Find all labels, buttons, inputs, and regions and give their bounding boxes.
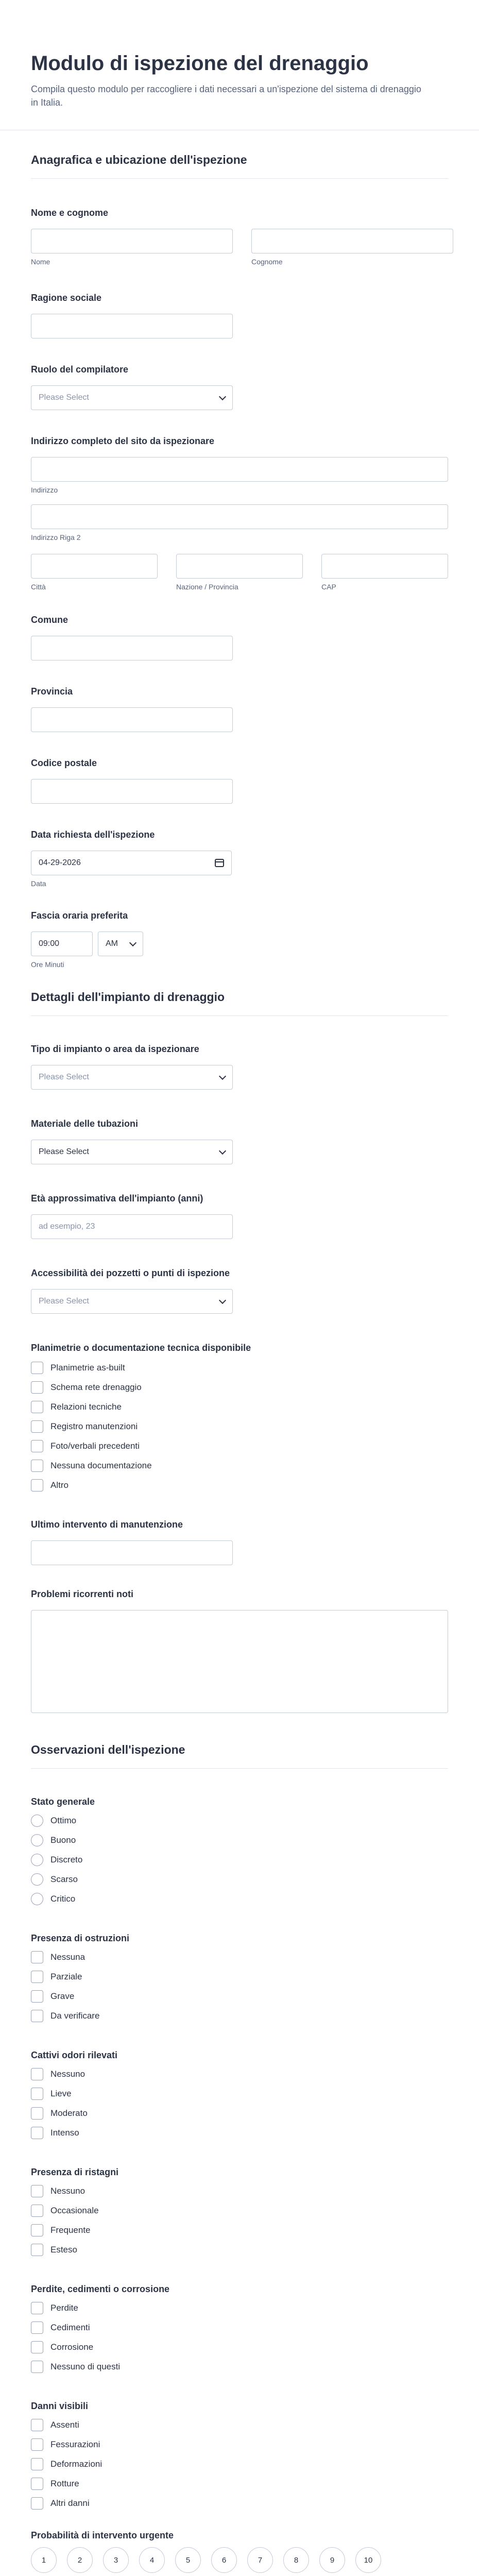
odor-options xyxy=(31,2068,448,2139)
state-option[interactable] xyxy=(31,1854,448,1866)
age-placeholder: ad esempio, 23 xyxy=(39,1222,95,1231)
checkbox[interactable] xyxy=(31,1460,43,1472)
damage-field xyxy=(31,2401,448,2510)
problems-field xyxy=(31,1589,448,1713)
state-options xyxy=(31,1815,448,1905)
time-value: 09:00 xyxy=(39,939,60,948)
option-label: Nessuno xyxy=(50,2186,85,2196)
postal-code-input[interactable] xyxy=(31,779,233,804)
option-label: Discreto xyxy=(50,1855,83,1865)
option-label: Esteso xyxy=(50,2245,77,2255)
option-label: Lieve xyxy=(50,2089,72,2099)
option-label: Nessuno di questi xyxy=(50,2362,121,2372)
time-sublabel: Ore Minuti xyxy=(31,960,64,969)
scale-option[interactable]: 3 xyxy=(103,2547,129,2573)
comune-input[interactable] xyxy=(31,636,233,660)
last-maintenance-field xyxy=(31,1519,448,1565)
time-input[interactable] xyxy=(31,931,93,956)
option-label: Grave xyxy=(50,1991,75,2002)
radio[interactable] xyxy=(31,1815,43,1827)
section-title: Dettagli dell'impianto di drenaggio xyxy=(31,990,448,1016)
date-label: Data richiesta dell'ispezione xyxy=(31,829,155,840)
scale-option[interactable]: 6 xyxy=(211,2547,237,2573)
damage-option[interactable] xyxy=(31,2458,448,2470)
scale-option[interactable]: 1 xyxy=(31,2547,57,2573)
docs-options xyxy=(31,1362,448,1492)
checkbox[interactable] xyxy=(31,2438,43,2451)
obstruction-label: Presenza di ostruzioni xyxy=(31,1933,130,1944)
state-option[interactable] xyxy=(31,1893,448,1905)
option-label: Foto/verbali precedenti xyxy=(50,1441,140,1451)
option-label: Occasionale xyxy=(50,2206,99,2216)
damage-option[interactable] xyxy=(31,2438,448,2451)
checkbox[interactable] xyxy=(31,2419,43,2431)
company-label: Ragione sociale xyxy=(31,293,102,303)
role-label: Ruolo del compilatore xyxy=(31,364,129,375)
odor-option[interactable] xyxy=(31,2107,448,2120)
option-label: Perdite xyxy=(50,2303,78,2313)
time-field xyxy=(31,910,448,969)
odor-label: Cattivi odori rilevati xyxy=(31,2050,118,2061)
section-impianto xyxy=(31,990,448,1713)
scale-option[interactable]: 4 xyxy=(139,2547,165,2573)
obstruction-options xyxy=(31,1951,448,2022)
problems-textarea[interactable] xyxy=(31,1610,448,1713)
age-field xyxy=(31,1193,448,1239)
chevron-down-icon xyxy=(219,393,226,400)
first-name-sublabel: Nome xyxy=(31,258,50,266)
region-input[interactable] xyxy=(176,554,303,579)
option-label: Schema rete drenaggio xyxy=(50,1382,142,1393)
obstruction-option[interactable] xyxy=(31,1971,448,1983)
checkbox[interactable] xyxy=(31,2341,43,2353)
checkbox[interactable] xyxy=(31,2185,43,2197)
access-field xyxy=(31,1268,448,1314)
option-label: Cedimenti xyxy=(50,2323,90,2333)
stagnation-field xyxy=(31,2167,448,2256)
docs-field xyxy=(31,1343,448,1492)
urgency-field xyxy=(31,2530,448,2576)
urgency-scale xyxy=(31,2547,448,2573)
option-label: Fessurazioni xyxy=(50,2439,100,2450)
age-label: Età approssimativa dell'impianto (anni) xyxy=(31,1193,203,1204)
scale-option[interactable]: 10 xyxy=(355,2547,381,2573)
docs-label: Planimetrie o documentazione tecnica disponibile xyxy=(31,1343,251,1353)
checkbox[interactable] xyxy=(31,2068,43,2080)
stagnation-option[interactable] xyxy=(31,2224,448,2236)
docs-option[interactable] xyxy=(31,1440,448,1452)
radio[interactable] xyxy=(31,1854,43,1866)
odor-option[interactable] xyxy=(31,2068,448,2080)
radio[interactable] xyxy=(31,1873,43,1886)
comune-label: Comune xyxy=(31,615,68,625)
age-input[interactable] xyxy=(31,1214,233,1239)
damage-option[interactable] xyxy=(31,2478,448,2490)
damage-label: Danni visibili xyxy=(31,2401,89,2412)
stagnation-label: Presenza di ristagni xyxy=(31,2167,119,2178)
option-label: Scarso xyxy=(50,1874,78,1885)
loss-option[interactable] xyxy=(31,2321,448,2334)
company-field xyxy=(31,293,448,338)
checkbox[interactable] xyxy=(31,2244,43,2256)
material-value: Please Select xyxy=(39,1147,89,1157)
role-select[interactable] xyxy=(31,385,233,410)
date-input[interactable] xyxy=(31,851,232,875)
checkbox[interactable] xyxy=(31,2478,43,2490)
address-line1-sublabel: Indirizzo xyxy=(31,486,58,495)
material-field xyxy=(31,1118,448,1164)
state-field xyxy=(31,1797,448,1905)
loss-option[interactable] xyxy=(31,2302,448,2314)
obstruction-option[interactable] xyxy=(31,1990,448,2003)
option-label: Altri danni xyxy=(50,2498,90,2509)
problems-label: Problemi ricorrenti noti xyxy=(31,1589,134,1600)
option-label: Frequente xyxy=(50,2225,91,2235)
address-line1-input[interactable] xyxy=(31,457,448,482)
state-option[interactable] xyxy=(31,1815,448,1827)
checkbox[interactable] xyxy=(31,1420,43,1433)
last-maintenance-label: Ultimo intervento di manutenzione xyxy=(31,1519,183,1530)
access-label: Accessibilità dei pozzetti o punti di ispezione xyxy=(31,1268,230,1279)
damage-option[interactable] xyxy=(31,2497,448,2510)
loss-options xyxy=(31,2302,448,2373)
option-label: Critico xyxy=(50,1894,76,1904)
loss-option[interactable] xyxy=(31,2361,448,2373)
urgency-label: Probabilità di intervento urgente xyxy=(31,2530,174,2541)
calendar-icon[interactable] xyxy=(215,859,224,867)
provincia-field xyxy=(31,686,448,732)
option-label: Buono xyxy=(50,1835,76,1845)
option-label: Nessuna documentazione xyxy=(50,1461,152,1471)
checkbox[interactable] xyxy=(31,2224,43,2236)
scale-option[interactable]: 9 xyxy=(319,2547,345,2573)
type-placeholder: Please Select xyxy=(39,1073,89,1082)
checkbox[interactable] xyxy=(31,2497,43,2510)
checkbox[interactable] xyxy=(31,1381,43,1394)
damage-option[interactable] xyxy=(31,2419,448,2431)
zip-input[interactable] xyxy=(321,554,448,579)
type-field xyxy=(31,1044,448,1090)
docs-option[interactable] xyxy=(31,1479,448,1492)
loss-label: Perdite, cedimenti o corrosione xyxy=(31,2284,170,2295)
scale-option[interactable]: 2 xyxy=(67,2547,93,2573)
checkbox[interactable] xyxy=(31,2205,43,2217)
checkbox[interactable] xyxy=(31,1951,43,1963)
address-line2-input[interactable] xyxy=(31,504,448,529)
role-field xyxy=(31,364,448,410)
option-label: Ottimo xyxy=(50,1816,77,1826)
section-title: Osservazioni dell'ispezione xyxy=(31,1743,448,1769)
checkbox[interactable] xyxy=(31,1479,43,1492)
option-label: Altro xyxy=(50,1480,69,1490)
option-label: Planimetrie as-built xyxy=(50,1363,125,1373)
form-title: Modulo di ispezione del drenaggio xyxy=(31,52,369,75)
first-name-input[interactable] xyxy=(31,229,233,253)
material-select[interactable] xyxy=(31,1140,233,1164)
checkbox[interactable] xyxy=(31,1990,43,2003)
option-label: Da verificare xyxy=(50,2011,100,2021)
stagnation-options xyxy=(31,2185,448,2256)
odor-field xyxy=(31,2050,448,2139)
scale-option[interactable]: 7 xyxy=(247,2547,273,2573)
checkbox[interactable] xyxy=(31,2010,43,2022)
state-option[interactable] xyxy=(31,1873,448,1886)
region-sublabel: Nazione / Provincia xyxy=(176,583,238,591)
option-label: Moderato xyxy=(50,2108,88,2119)
radio[interactable] xyxy=(31,1893,43,1905)
damage-options xyxy=(31,2419,448,2510)
city-sublabel: Città xyxy=(31,583,46,591)
obstruction-field xyxy=(31,1933,448,2022)
ampm-value: AM xyxy=(106,939,118,948)
role-placeholder: Please Select xyxy=(39,393,89,402)
state-label: Stato generale xyxy=(31,1797,95,1807)
checkbox[interactable] xyxy=(31,2127,43,2139)
option-label: Deformazioni xyxy=(50,2459,102,2469)
option-label: Nessuna xyxy=(50,1952,85,1962)
name-label: Nome e cognome xyxy=(31,208,109,218)
odor-option[interactable] xyxy=(31,2088,448,2100)
comune-field xyxy=(31,615,448,660)
last-name-sublabel: Cognome xyxy=(251,258,283,266)
loss-option[interactable] xyxy=(31,2341,448,2353)
checkbox[interactable] xyxy=(31,1971,43,1983)
zip-sublabel: CAP xyxy=(321,583,336,591)
checkbox[interactable] xyxy=(31,2458,43,2470)
scale-option[interactable]: 8 xyxy=(283,2547,309,2573)
time-label: Fascia oraria preferita xyxy=(31,910,128,921)
obstruction-option[interactable] xyxy=(31,1951,448,1963)
provincia-label: Provincia xyxy=(31,686,73,697)
date-sublabel: Data xyxy=(31,879,46,888)
access-placeholder: Please Select xyxy=(39,1297,89,1306)
section-osservazioni xyxy=(31,1743,448,2576)
address-line2-sublabel: Indirizzo Riga 2 xyxy=(31,533,81,542)
option-label: Nessuno xyxy=(50,2069,85,2079)
stagnation-option[interactable] xyxy=(31,2244,448,2256)
date-field xyxy=(31,829,448,888)
last-maintenance-input[interactable] xyxy=(31,1540,233,1565)
company-input[interactable] xyxy=(31,314,233,338)
section-title: Anagrafica e ubicazione dell'ispezione xyxy=(31,153,448,179)
checkbox[interactable] xyxy=(31,1440,43,1452)
last-name-input[interactable] xyxy=(251,229,453,253)
provincia-input[interactable] xyxy=(31,707,233,732)
odor-option[interactable] xyxy=(31,2127,448,2139)
type-select[interactable] xyxy=(31,1065,233,1090)
option-label: Registro manutenzioni xyxy=(50,1421,138,1432)
name-field xyxy=(31,208,448,266)
postal-code-field xyxy=(31,758,448,804)
address-label: Indirizzo completo del sito da ispezionare xyxy=(31,436,215,447)
radio[interactable] xyxy=(31,1834,43,1846)
postal-code-label: Codice postale xyxy=(31,758,97,769)
option-label: Corrosione xyxy=(50,2342,94,2352)
material-label: Materiale delle tubazioni xyxy=(31,1118,139,1129)
access-select[interactable] xyxy=(31,1289,233,1314)
chevron-down-icon xyxy=(129,939,136,946)
option-label: Rotture xyxy=(50,2479,79,2489)
city-input[interactable] xyxy=(31,554,158,579)
obstruction-option[interactable] xyxy=(31,2010,448,2022)
loss-field xyxy=(31,2284,448,2373)
checkbox[interactable] xyxy=(31,2361,43,2373)
form-subtitle: Compila questo modulo per raccogliere i dati necessari a un'ispezione del sistema di drenaggio in Italia. xyxy=(31,84,421,108)
scale-option[interactable]: 5 xyxy=(175,2547,201,2573)
docs-option[interactable] xyxy=(31,1420,448,1433)
form-header xyxy=(0,0,479,130)
docs-option[interactable] xyxy=(31,1460,448,1472)
option-label: Parziale xyxy=(50,1972,82,1982)
type-label: Tipo di impianto o area da ispezionare xyxy=(31,1044,199,1055)
option-label: Relazioni tecniche xyxy=(50,1402,122,1412)
state-option[interactable] xyxy=(31,1834,448,1846)
chevron-down-icon xyxy=(219,1073,226,1080)
docs-option[interactable] xyxy=(31,1381,448,1394)
stagnation-option[interactable] xyxy=(31,2185,448,2197)
ampm-select[interactable] xyxy=(98,931,143,956)
checkbox[interactable] xyxy=(31,1401,43,1413)
section-anagrafica xyxy=(31,153,448,969)
checkbox[interactable] xyxy=(31,1362,43,1374)
docs-option[interactable] xyxy=(31,1401,448,1413)
docs-option[interactable] xyxy=(31,1362,448,1374)
checkbox[interactable] xyxy=(31,2088,43,2100)
address-field xyxy=(31,436,448,591)
checkbox[interactable] xyxy=(31,2321,43,2334)
chevron-down-icon xyxy=(219,1147,226,1155)
option-label: Assenti xyxy=(50,2420,79,2430)
checkbox[interactable] xyxy=(31,2107,43,2120)
checkbox[interactable] xyxy=(31,2302,43,2314)
option-label: Intenso xyxy=(50,2128,79,2138)
chevron-down-icon xyxy=(219,1297,226,1304)
date-value: 04-29-2026 xyxy=(39,858,81,868)
stagnation-option[interactable] xyxy=(31,2205,448,2217)
